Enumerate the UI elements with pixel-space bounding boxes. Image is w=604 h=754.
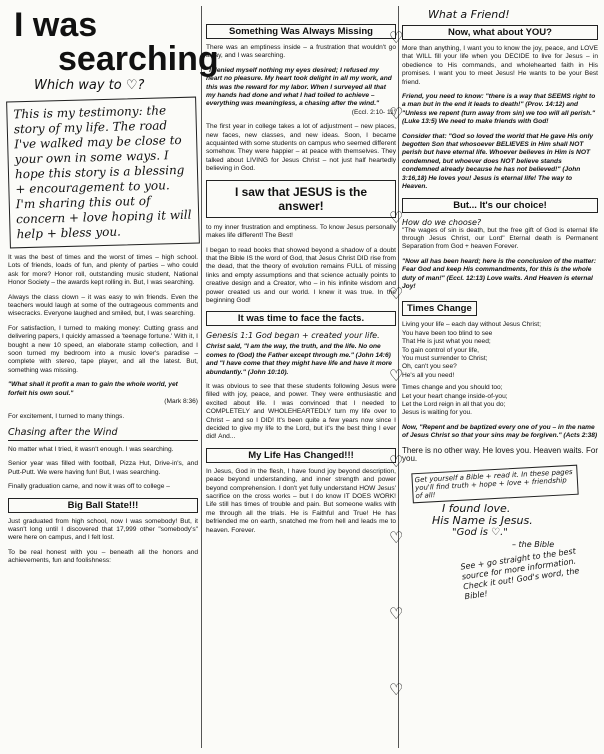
paragraph: There is no other way. He loves you. Heaven waits. For you.	[402, 445, 598, 464]
heart-icon: ♡	[389, 286, 404, 303]
handwritten-heading: What a Friend!	[428, 8, 510, 21]
scripture-quote: "What shall it profit a man to gain the whole world, yet forfeit his own soul." (Mark 8:36)	[8, 381, 198, 406]
heart-icon: ♡	[389, 30, 404, 47]
paragraph: It was the best of times and the worst of times – high school. Lots of friends, loads of fun, and plenty of parties – who could ask for more? Honor roll, outstanding music student, National Honor Society – the awards kept rolling in. But, I was searching.	[8, 254, 198, 287]
heart-icon: ♡	[389, 454, 404, 471]
poem	[402, 321, 598, 417]
heart-icon: ♡	[389, 530, 404, 547]
column-middle	[206, 0, 396, 541]
column-left	[8, 0, 219, 572]
paragraph: Just graduated from high school, now I was somebody! But, it wasn't long until I discovered that 17,999 other "somebody's" were here on campus, and I felt lost.	[8, 517, 198, 542]
poem-line: Let your heart change inside-of-you;	[402, 392, 508, 400]
handwritten-name-jesus: His Name is Jesus.	[432, 514, 533, 528]
which-way-heading: Which way to ♡?	[34, 78, 145, 93]
poem-line: Living your life – each day without Jesus Christ;	[402, 321, 541, 329]
section-heading-big-ball-state: Big Ball State!!!	[8, 498, 198, 513]
paragraph: In Jesus, God in the flesh, I have found joy beyond description, peace beyond understanding, and inner strength and power beyond comprehension. I don't yet fully understand HOW Jesus' sacrifice on the cross works – but I do know IT DOES WORK! Life still has times of trouble and pain. But someone walks with me through all the trials. He is Faithful and True! He has befriended me on earth, snatched me from hell and leads me to heaven. Forever.	[206, 467, 396, 534]
poem-line: He's all you need!	[402, 371, 455, 379]
heart-icon: ♡	[389, 106, 404, 123]
paragraph: For satisfaction, I turned to making money: Cutting grass and delivering papers, I quickly amassed a 'teenage fortune.' With it, I bought a new 10 speed, an elaborate stamp collection, and I soon turned my bedroom into a music lover's paradise – complete with stereo, tape player, and all the latest. But, something was missing.	[8, 324, 198, 374]
paragraph: More than anything, I want you to know the joy, peace, and LOVE that WILL fill your life when you DECIDE to live for Jesus – in obedience to His commands, and wholehearted faith in His promises. I want you to meet Jesus! He wants to be your Best friend.	[402, 45, 598, 86]
poem-line: Let the Lord reign in all that you do;	[402, 401, 506, 408]
title-line-2: searching	[58, 40, 219, 78]
handwritten-bible: – the Bible	[512, 540, 555, 550]
section-heading-changed: My Life Has Changed!!!	[206, 448, 396, 463]
paragraph: No matter what I tried, it wasn't enough. I was searching.	[8, 445, 174, 453]
paragraph: to my inner frustration and emptiness. To know Jesus personally makes life different! The Best!	[206, 223, 396, 240]
section-heading-times-change: Times Change	[402, 301, 477, 316]
section-heading-choice: But... It's our choice!	[402, 198, 598, 213]
paragraph: To be real honest with you – beneath all the honors and achievements, fun and foolishness:	[8, 548, 198, 565]
paragraph: It was obvious to see that these students following Jesus were filled with joy, peace, and power. They were enthusiastic and excited about life. I was convinced that I needed to COMPLETELY and WHOLEHEARTEDLY turn my life over to Christ – and so I DID! It's been quite a few years now since I decided to give my life to the Lord, but it's the best thing I ever did! And...	[206, 382, 396, 441]
scripture-quote: "I denied myself nothing my eyes desired; I refused my heart no pleasure. My heart took delight in all my work, and this was the reward for my labor. When I surveyed all that my hands had done and what I had toiled to achieve – everything was meaningless, a chasing after the wind." (Eccl. 2:10- 11)	[206, 66, 396, 116]
paragraph: Senior year was filled with football, Pizza Hut, Drive-in's, and Putt-Putt. We were having fun! But, I was searching.	[8, 460, 198, 476]
paragraph: There was an emptiness inside – a frustration that wouldn't go away, and I was searching.	[206, 44, 396, 60]
scripture-quote: Now, "Repent and be baptized every one of you – in the name of Jesus Christ so that your sins may be forgiven." (Acts 2:38)	[402, 423, 598, 440]
section-heading-facts: It was time to face the facts.	[206, 311, 396, 326]
poem-line: You have been too blind to see	[402, 329, 493, 337]
paragraph: I began to read books that showed beyond a shadow of a doubt that the Bible IS the word of God, that Jesus Christ DID rise from the dead, that the theory of evolution remains FULL of missing links and empty assumptions and that science actually points to creative design and a Creator, who – in his infinite wisdom and power created us and our world. I knew it was true. In the beginning God!	[206, 246, 396, 304]
poem-line: Jesus is waiting for you.	[402, 409, 472, 417]
heart-icon: ♡	[389, 682, 404, 699]
paragraph: For excitement, I turned to many things.	[8, 412, 125, 420]
section-heading-jesus-answer: I saw that JESUS is the answer!	[206, 180, 396, 218]
handwritten-note: How do we choose?	[402, 217, 482, 227]
column-right	[402, 0, 598, 602]
heart-icon: ♡	[389, 368, 404, 385]
scripture-quote: "Now all has been heard; here is the conclusion of the matter: Fear God and keep His commandments, for this is the whole duty of man!" (Eccl. 12:13) Love waits. And Heaven is eternal Joy!	[402, 257, 597, 290]
paragraph: Finally graduation came, and now it was off to college –	[8, 483, 170, 491]
paragraph: The first year in college takes a lot of adjustment – new places, new faces, new classes, and new ideas. Soon, I became acquainted with some students on campus who seemed different somehow. They were happier – at peace with themselves. They talked about LIVING for Jesus Christ – not just half heartedly believing in God.	[206, 123, 396, 173]
title-line-1: I was	[14, 6, 98, 44]
testimony-box: This is my testimony: the story of my life. The road I've walked may be close to your own in some ways. I hope this story is a blessing + encouragement to you. I'm sharing this out of concern + love hoping it will help + bless you.	[6, 97, 200, 249]
paragraph: Always the class clown – it was easy to win friends. Even the teachers would laugh at some of the outrageous comments and wisecracks. Everyone laughed and smiled, but, I was searching.	[8, 293, 198, 318]
section-heading-now-you: Now, what about YOU?	[402, 25, 598, 40]
handwritten-found-love: I found love.	[442, 502, 511, 516]
handwritten-closing-note: See + go straight to the best source for more information. Check it out! God's word, the Bible!	[459, 546, 580, 602]
section-heading-missing: Something Was Always Missing	[206, 24, 396, 39]
heart-icon: ♡	[389, 210, 404, 227]
column-divider	[201, 6, 202, 748]
handwritten-god-is-love: "God is ♡."	[452, 527, 508, 539]
poem-line: To gain control of your life,	[402, 346, 479, 354]
poem-line: You must surrender to Christ;	[402, 354, 488, 362]
poem-line: That He is just what you need;	[402, 338, 491, 346]
scripture-quote: Consider that: "God so loved the world that He gave His only begotten Son that whosoever BELIEVES in Him shall NOT perish but have eternal life. Whoever believes in Him is NOT condemned, but whoever does NOT believe stands condemned already because he has not believed!" (John 3:16,18) He loves you! Jesus is eternal life! The way to Heaven.	[402, 132, 594, 191]
poem-line: Oh, can't you see?	[402, 363, 457, 371]
heart-icon: ♡	[389, 606, 404, 623]
handwritten-note: Get yourself a Bible + read it. In these pages you'll find truth + hope + love + friendship of all!	[411, 465, 578, 504]
section-heading-wind: Chasing after the Wind	[8, 427, 198, 441]
scripture-quote: Christ said, "I am the way, the truth, and the life. No one comes to (God) the Father except through me." (John 14:6) and "I have come that they might have life and have it more abundantly." (John 10:10).	[206, 343, 392, 376]
paragraph: "The wages of sin is death, but the free gift of God is eternal life through Jesus Christ, our Lord" Eternal death is Permanent Separation from God + heaven Forever.	[402, 226, 598, 251]
scripture-quote: Friend, you need to know: "there is a way that SEEMS right to a man but in the end it leads to death!" (Prov. 14:12) and "Unless we repent (turn away from sin) we too will all perish." (Luke 13:5) We need to make friends with God!	[402, 93, 596, 126]
poem-line: Times change and you should too;	[402, 384, 503, 392]
handwritten-note: Genesis 1:1 God began + created your life.	[206, 331, 380, 341]
